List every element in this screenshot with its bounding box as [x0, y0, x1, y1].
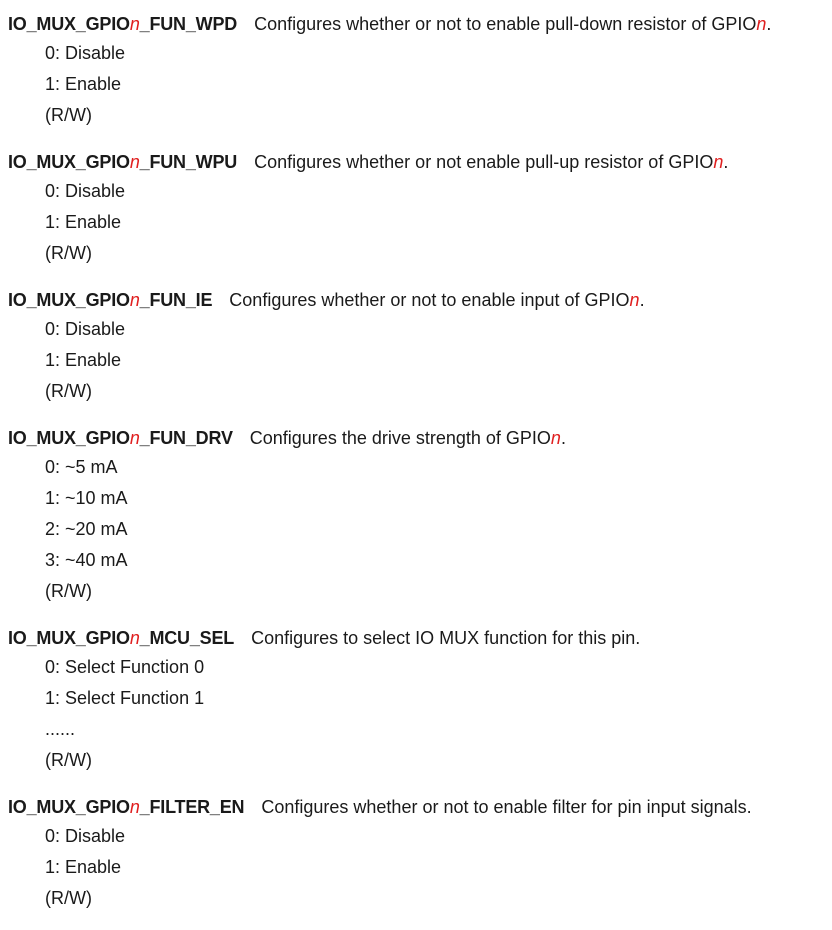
field-fun-ie	[8, 286, 832, 407]
option-line: 1: Select Function 1	[45, 688, 205, 708]
access-type: (R/W)	[45, 581, 92, 601]
field-name-variable: n	[129, 152, 140, 172]
description-variable: n	[713, 152, 724, 172]
option-line: 1: Enable	[45, 857, 122, 877]
field-description: Configures to select IO MUX function for this pin.	[251, 628, 641, 648]
field-options	[8, 821, 832, 914]
description-variable: n	[629, 290, 640, 310]
field-name-variable: n	[129, 290, 140, 310]
field-name-variable: n	[129, 797, 140, 817]
field-name: IO_MUX_GPIOn_FUN_DRV	[8, 428, 233, 448]
field-description: Configures whether or not to enable filter for pin input signals.	[261, 797, 752, 817]
field-options	[8, 452, 832, 607]
option-line: 0: Select Function 0	[45, 657, 205, 677]
field-fun-wpu	[8, 148, 832, 269]
option-line: 1: Enable	[45, 74, 122, 94]
field-options	[8, 176, 832, 269]
description-variable: n	[550, 428, 561, 448]
field-description: Configures whether or not to enable input of GPIOn.	[229, 290, 645, 310]
access-type: (R/W)	[45, 105, 92, 125]
option-line: 3: ~40 mA	[45, 550, 128, 570]
access-type: (R/W)	[45, 888, 92, 908]
field-description: Configures whether or not enable pull-up resistor of GPIOn.	[254, 152, 729, 172]
field-header	[8, 424, 832, 452]
field-header	[8, 10, 832, 38]
option-line: 0: Disable	[45, 181, 126, 201]
option-line: 0: Disable	[45, 43, 126, 63]
option-line: 0: ~5 mA	[45, 457, 118, 477]
field-description: Configures whether or not to enable pull-down resistor of GPIOn.	[254, 14, 772, 34]
option-line: 1: ~10 mA	[45, 488, 128, 508]
field-fun-wpd	[8, 10, 832, 131]
field-header	[8, 148, 832, 176]
field-description: Configures the drive strength of GPIOn.	[249, 428, 566, 448]
field-name: IO_MUX_GPIOn_FUN_WPU	[8, 152, 238, 172]
field-name-variable: n	[129, 14, 140, 34]
option-line: 0: Disable	[45, 826, 126, 846]
access-type: (R/W)	[45, 243, 92, 263]
field-header	[8, 624, 832, 652]
field-name-variable: n	[129, 428, 140, 448]
field-name: IO_MUX_GPIOn_FILTER_EN	[8, 797, 245, 817]
field-filter-en	[8, 793, 832, 914]
field-options	[8, 38, 832, 131]
field-name: IO_MUX_GPIOn_FUN_WPD	[8, 14, 238, 34]
field-mcu-sel	[8, 624, 832, 776]
field-header	[8, 793, 832, 821]
option-line: 0: Disable	[45, 319, 126, 339]
option-ellipsis: ......	[45, 719, 76, 739]
option-line: 2: ~20 mA	[45, 519, 128, 539]
option-line: 1: Enable	[45, 350, 122, 370]
field-header	[8, 286, 832, 314]
field-options	[8, 314, 832, 407]
option-line: 1: Enable	[45, 212, 122, 232]
field-fun-drv	[8, 424, 832, 607]
field-options	[8, 652, 832, 776]
access-type: (R/W)	[45, 381, 92, 401]
field-name: IO_MUX_GPIOn_FUN_IE	[8, 290, 213, 310]
field-name-variable: n	[129, 628, 140, 648]
access-type: (R/W)	[45, 750, 92, 770]
field-name: IO_MUX_GPIOn_MCU_SEL	[8, 628, 235, 648]
description-variable: n	[756, 14, 767, 34]
